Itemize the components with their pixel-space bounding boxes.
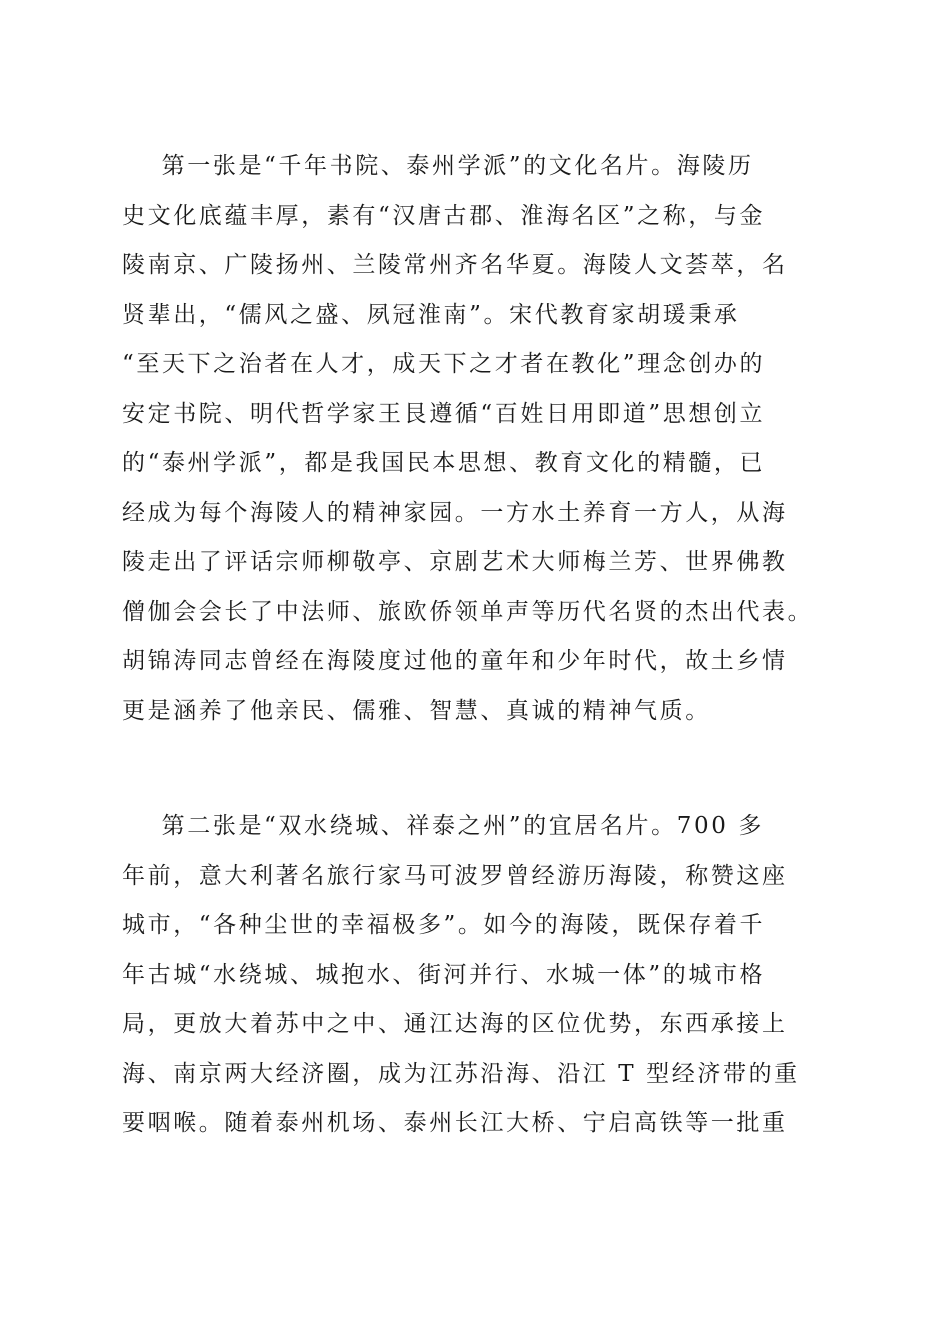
text-line: 史文化底蕴丰厚，素有“汉唐古郡、淮海名区”之称，与金	[122, 202, 766, 229]
paragraph-spacer	[122, 736, 812, 802]
text-line: 陵南京、广陵扬州、兰陵常州齐名华夏。海陵人文荟萃，名	[122, 252, 788, 278]
text-line: 城市，“各种尘世的幸福极多”。如今的海陵，既保存着千	[122, 912, 766, 938]
text-line: 经成为每个海陵人的精神家园。一方水土养育一方人，从海	[122, 499, 788, 526]
text-line: 僧伽会会长了中法师、旅欧侨领单声等历代名贤的杰出代表。	[122, 598, 814, 625]
text-line: 海、南京两大经济圈，成为江苏沿海、沿江 T 型经济带的重	[122, 1060, 800, 1087]
text-line: 陵走出了评话宗师柳敬亭、京剧艺术大师梅兰芳、世界佛教	[122, 549, 788, 575]
paragraph-2	[122, 802, 812, 1149]
paragraph-1	[122, 142, 812, 736]
text-line: 安定书院、明代哲学家王艮遵循“百姓日用即道”思想创立	[122, 400, 766, 427]
text-line: 第一张是“千年书院、泰州学派”的文化名片。海陵历	[122, 153, 754, 179]
text-line: 年前，意大利著名旅行家马可波罗曾经游历海陵，称赞这座	[122, 862, 788, 889]
text-line: 要咽喉。随着泰州机场、泰州长江大桥、宁启高铁等一批重	[122, 1110, 788, 1136]
text-line: 贤辈出，“儒风之盛、夙冠淮南”。宋代教育家胡瑗秉承	[122, 301, 740, 328]
text-line: 第二张是“双水绕城、祥泰之州”的宜居名片。700 多	[122, 813, 764, 839]
text-line: 局，更放大着苏中之中、通江达海的区位优势，东西承接上	[122, 1011, 788, 1037]
text-line: “至天下之治者在人才，成天下之才者在教化”理念创办的	[122, 351, 766, 377]
text-line: 胡锦涛同志曾经在海陵度过他的童年和少年时代，故土乡情	[122, 648, 788, 674]
text-line: 年古城“水绕城、城抱水、街河并行、水城一体”的城市格	[122, 961, 766, 988]
text-line: 更是涵养了他亲民、儒雅、智慧、真诚的精神气质。	[122, 697, 711, 724]
document-page	[122, 142, 812, 1149]
text-line: 的“泰州学派”，都是我国民本思想、教育文化的精髓，已	[122, 450, 766, 476]
